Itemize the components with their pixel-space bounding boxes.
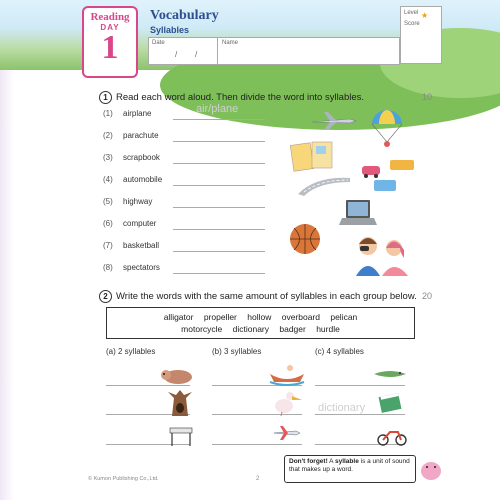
list-item bbox=[103, 197, 152, 206]
answer-line[interactable] bbox=[315, 385, 405, 386]
pelican-icon bbox=[270, 388, 302, 416]
date-field[interactable] bbox=[149, 38, 218, 64]
list-item bbox=[103, 175, 162, 184]
name-field[interactable] bbox=[219, 38, 399, 64]
item-word: spectators bbox=[123, 263, 160, 272]
item-word: highway bbox=[123, 197, 153, 206]
tip-note bbox=[284, 455, 416, 483]
item-index: (7) bbox=[103, 241, 113, 250]
propeller-plane-icon bbox=[272, 425, 302, 441]
page-number: 2 bbox=[256, 476, 260, 482]
example-trace: air/plane bbox=[196, 103, 239, 115]
date-slash: / bbox=[175, 50, 178, 59]
name-label: Name bbox=[222, 40, 239, 46]
item-index: (4) bbox=[103, 175, 113, 184]
item-index: (1) bbox=[103, 109, 113, 118]
section1-score: 10 bbox=[422, 92, 433, 102]
item-index: (8) bbox=[103, 263, 113, 272]
note-text: is a unit of sound that makes up a word. bbox=[289, 458, 410, 473]
section-number: 1 bbox=[99, 91, 112, 104]
highway-icon bbox=[296, 172, 352, 196]
list-item bbox=[103, 241, 159, 250]
list-item bbox=[103, 109, 151, 118]
computer-icon bbox=[338, 198, 378, 230]
page-title: Vocabulary bbox=[150, 8, 219, 23]
item-word: basketball bbox=[123, 241, 160, 250]
section2-instruction bbox=[99, 290, 417, 303]
airplane-icon bbox=[310, 110, 358, 132]
instruction-text: Read each word aloud. Then divide the word into syllables. bbox=[116, 92, 365, 103]
basketball-icon bbox=[288, 222, 322, 256]
answer-line[interactable] bbox=[173, 229, 265, 230]
name-date-box bbox=[148, 37, 400, 65]
page-edge bbox=[0, 0, 14, 500]
day-badge bbox=[82, 6, 138, 78]
badge-number: 1 bbox=[101, 29, 119, 66]
star-icon: ★ bbox=[421, 11, 429, 20]
level-score-box bbox=[400, 6, 442, 64]
item-word: airplane bbox=[123, 109, 152, 118]
group-label: (a) 2 syllables bbox=[106, 347, 156, 356]
answer-line[interactable] bbox=[173, 207, 265, 208]
score-label: Score bbox=[404, 21, 420, 27]
alligator-icon bbox=[372, 366, 408, 382]
answer-line[interactable] bbox=[173, 141, 265, 142]
item-word: automobile bbox=[123, 175, 163, 184]
dictionary-trace: dictionary bbox=[318, 402, 366, 414]
answer-line[interactable] bbox=[173, 163, 265, 164]
level-label: Level bbox=[404, 10, 419, 16]
note-keyword: syllable bbox=[334, 458, 359, 465]
date-slash: / bbox=[195, 50, 198, 59]
item-word: parachute bbox=[123, 131, 159, 140]
list-item bbox=[103, 153, 160, 162]
dictionary-icon bbox=[378, 389, 404, 415]
copyright: © Kumon Publishing Co.,Ltd. bbox=[88, 476, 159, 482]
page-subtitle: Syllables bbox=[150, 25, 190, 35]
hippo-mascot-icon bbox=[420, 455, 442, 481]
motorcycle-icon bbox=[376, 428, 408, 446]
item-word: computer bbox=[123, 219, 157, 228]
scrapbook-icon bbox=[290, 138, 336, 172]
group-label: (b) 3 syllables bbox=[212, 347, 262, 356]
word-bank bbox=[106, 307, 415, 339]
answer-line[interactable] bbox=[173, 185, 265, 186]
hurdle-icon bbox=[168, 424, 194, 446]
item-index: (2) bbox=[103, 131, 113, 140]
word-bank-line: alligator propeller hollow overboard pelican bbox=[163, 312, 358, 322]
item-index: (5) bbox=[103, 197, 113, 206]
list-item bbox=[103, 131, 159, 140]
hollow-tree-icon bbox=[164, 390, 196, 416]
answer-line[interactable] bbox=[173, 119, 265, 120]
item-word: scrapbook bbox=[123, 153, 160, 162]
answer-line[interactable] bbox=[173, 273, 265, 274]
instruction-text: Write the words with the same amount of syllables in each group below. bbox=[116, 291, 417, 302]
list-item bbox=[103, 263, 160, 272]
note-lead: Don't forget! bbox=[289, 458, 328, 465]
badger-icon bbox=[160, 364, 196, 386]
badge-reading: Reading bbox=[90, 11, 130, 23]
item-index: (6) bbox=[103, 219, 113, 228]
list-item bbox=[103, 219, 156, 228]
answer-line[interactable] bbox=[173, 251, 265, 252]
section2-score: 20 bbox=[422, 291, 433, 301]
date-label: Date bbox=[152, 40, 165, 46]
answer-line[interactable] bbox=[212, 444, 302, 445]
word-bank-line: motorcycle dictionary badger hurdle bbox=[181, 324, 340, 334]
spectators-icon bbox=[350, 232, 412, 276]
group-label: (c) 4 syllables bbox=[315, 347, 364, 356]
section-number: 2 bbox=[99, 290, 112, 303]
overboard-icon bbox=[268, 362, 306, 386]
parachute-icon bbox=[370, 108, 404, 148]
note-text: A bbox=[327, 458, 335, 465]
item-index: (3) bbox=[103, 153, 113, 162]
badge-day: DAY bbox=[100, 23, 120, 32]
automobile-icon bbox=[360, 158, 418, 194]
